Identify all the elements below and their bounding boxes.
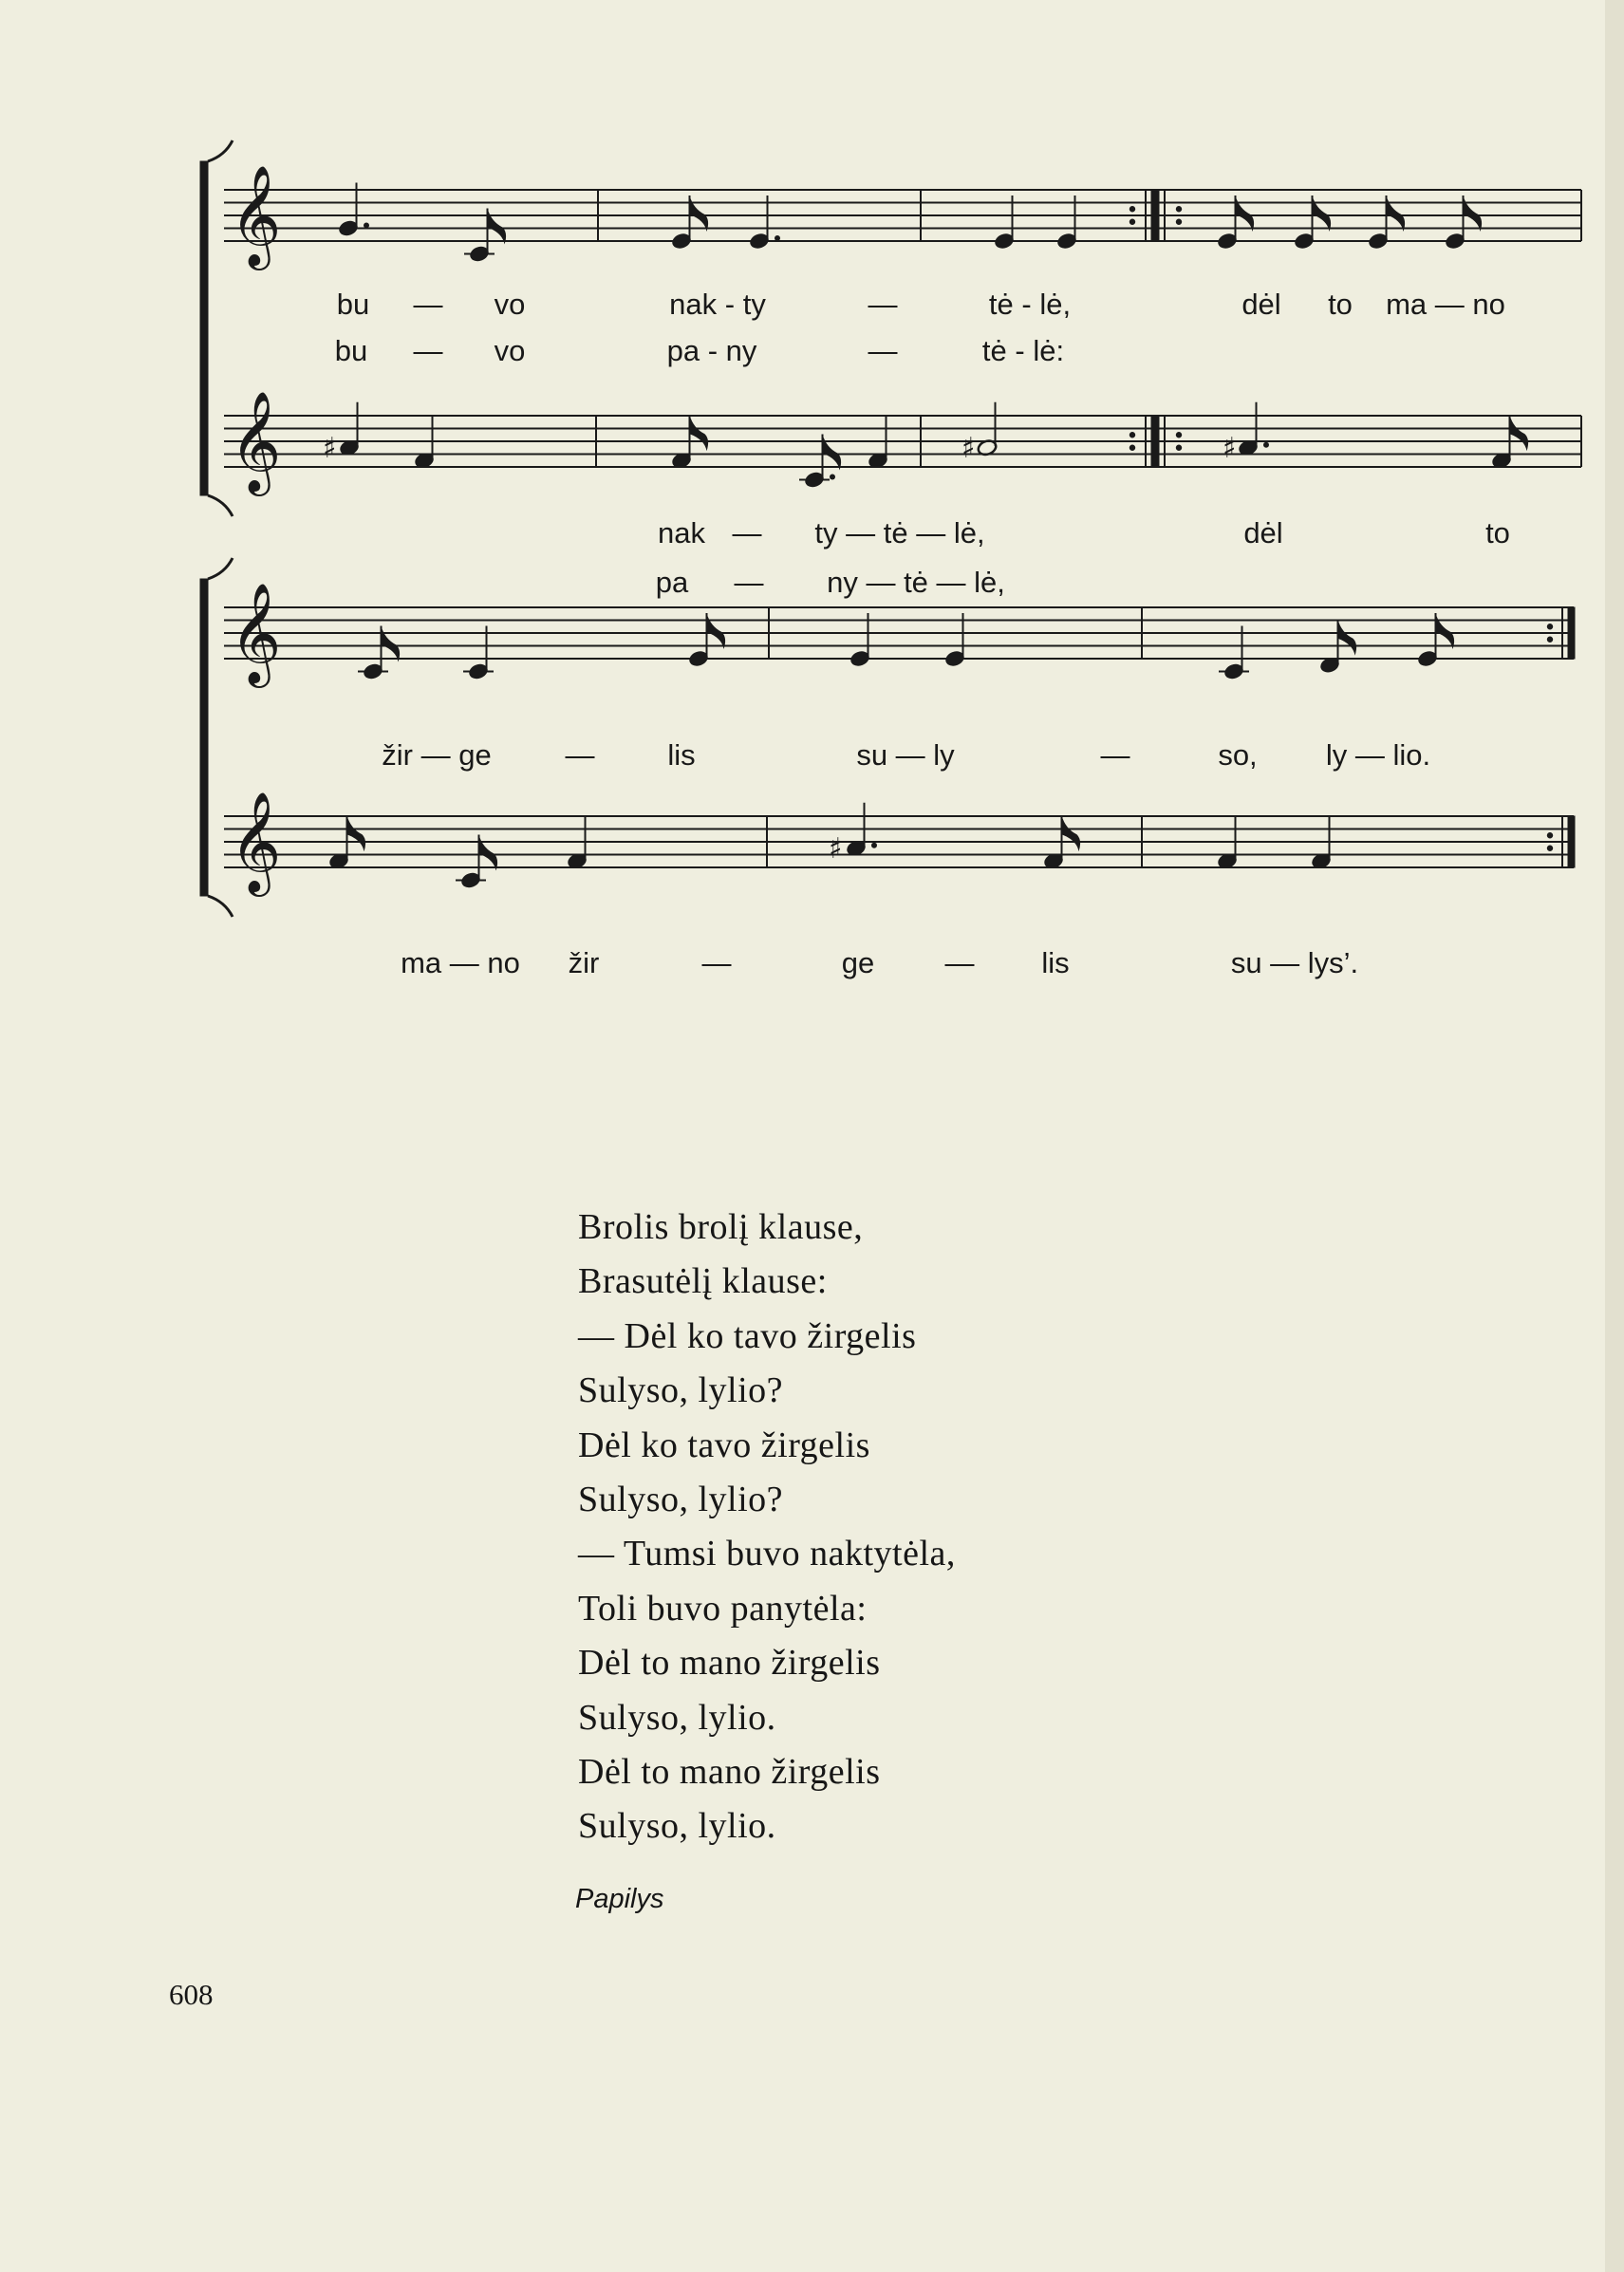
lyric-syllable: tė - lė, bbox=[988, 288, 1072, 321]
repeat-dot bbox=[1129, 432, 1135, 438]
lyric-syllable: pa - ny bbox=[666, 334, 757, 367]
note-flag bbox=[1436, 613, 1455, 649]
note bbox=[464, 209, 506, 264]
augmentation-dot bbox=[1263, 442, 1269, 448]
lyric-syllable: bu bbox=[334, 334, 368, 367]
sharp-icon: ♯ bbox=[1223, 431, 1237, 465]
system-bracket bbox=[200, 579, 208, 896]
repeat-dot bbox=[1547, 637, 1553, 642]
note-flag bbox=[1510, 415, 1529, 451]
lyric-syllable: so, bbox=[1218, 738, 1258, 772]
page-number: 608 bbox=[169, 1978, 214, 2011]
note bbox=[849, 613, 871, 668]
note-flag bbox=[1338, 620, 1357, 656]
lyric-syllable: ly — lio. bbox=[1325, 738, 1431, 772]
note bbox=[868, 415, 889, 470]
lyric-syllable: ty — tė — lė, bbox=[814, 516, 985, 549]
note bbox=[358, 626, 400, 681]
note bbox=[994, 196, 1016, 251]
note-flag bbox=[823, 435, 842, 471]
note bbox=[1311, 815, 1333, 870]
repeat-dot bbox=[1129, 206, 1135, 212]
thick-barline bbox=[1151, 190, 1159, 241]
augmentation-dot bbox=[871, 843, 877, 848]
system-bracket bbox=[200, 161, 208, 495]
note bbox=[1238, 402, 1269, 457]
note-flag bbox=[1464, 196, 1483, 232]
poem-line: — Dėl ko tavo žirgelis bbox=[578, 1315, 917, 1356]
note bbox=[463, 626, 494, 681]
lyric-syllable: nak - ty bbox=[669, 288, 766, 321]
note bbox=[339, 402, 361, 457]
lyric-dash: — bbox=[868, 288, 898, 321]
treble-clefs bbox=[230, 164, 281, 897]
lyric-syllable: žir — ge bbox=[382, 738, 492, 772]
repeat-dot bbox=[1176, 432, 1182, 438]
augmentation-dot bbox=[364, 223, 369, 229]
note-flag bbox=[707, 613, 726, 649]
repeat-dot bbox=[1176, 219, 1182, 225]
lyric-syllable: ge bbox=[841, 946, 875, 979]
note bbox=[944, 613, 966, 668]
lyric-dash: — bbox=[734, 566, 764, 599]
poem-line: Brasutėlį klause: bbox=[578, 1261, 828, 1302]
sharp-icon: ♯ bbox=[323, 431, 337, 465]
note-flag bbox=[382, 626, 401, 662]
note-flag bbox=[690, 196, 709, 232]
note-flag bbox=[690, 415, 709, 451]
lyric-syllable: su — ly bbox=[856, 738, 955, 772]
repeat-dot bbox=[1547, 624, 1553, 629]
note bbox=[1319, 620, 1356, 675]
bracket-hook bbox=[208, 558, 233, 579]
lyric-dash: — bbox=[413, 334, 443, 367]
note bbox=[846, 803, 877, 858]
lyric-dash: — bbox=[868, 334, 898, 367]
lyric-syllable: ma — no bbox=[1386, 288, 1505, 321]
augmentation-dot bbox=[775, 235, 780, 241]
treble-clef-icon: 𝄞 bbox=[230, 582, 282, 683]
repeat-dot bbox=[1129, 445, 1135, 451]
lyric-dash: — bbox=[732, 516, 762, 549]
lyric-syllable: su — lys’. bbox=[1230, 946, 1359, 979]
poem-line: Brolis brolį klause, bbox=[578, 1207, 864, 1247]
note-flag bbox=[1236, 196, 1255, 232]
poem-line: Sulyso, lylio? bbox=[578, 1480, 784, 1520]
bracket-hook bbox=[208, 495, 233, 516]
bracket-hook bbox=[208, 896, 233, 917]
note bbox=[328, 815, 365, 870]
lyric-syllable: ma — no bbox=[401, 946, 520, 979]
lyric-syllable: vo bbox=[494, 334, 526, 367]
repeat-dot bbox=[1547, 846, 1553, 851]
lyric-syllable: nak bbox=[658, 516, 705, 549]
lyric-syllable: tė - lė: bbox=[981, 334, 1065, 367]
augmentation-dot bbox=[830, 475, 835, 480]
note-flag bbox=[479, 835, 498, 871]
lyric-syllable: dėl bbox=[1243, 516, 1283, 549]
note bbox=[456, 835, 497, 890]
note bbox=[977, 402, 999, 457]
lyric-dash: — bbox=[565, 738, 595, 772]
lyric-dash: — bbox=[701, 946, 732, 979]
repeat-dot bbox=[1176, 445, 1182, 451]
lyric-dash: — bbox=[944, 946, 975, 979]
note-flag bbox=[1387, 196, 1406, 232]
lyric-syllable: lis bbox=[1041, 946, 1070, 979]
note-flag bbox=[1313, 196, 1332, 232]
lyric-dash: — bbox=[413, 288, 443, 321]
poem-line: Dėl ko tavo žirgelis bbox=[578, 1425, 870, 1465]
note bbox=[1219, 626, 1249, 681]
repeat-dot bbox=[1547, 832, 1553, 838]
lyric-syllable: dėl bbox=[1241, 288, 1281, 321]
sharp-icon: ♯ bbox=[961, 431, 976, 465]
lyric-syllable: to bbox=[1485, 516, 1510, 549]
lyric-syllable: to bbox=[1328, 288, 1353, 321]
treble-clef-icon: 𝄞 bbox=[230, 390, 282, 492]
song-text bbox=[578, 1201, 956, 1854]
poem-line: Sulyso, lylio? bbox=[578, 1370, 784, 1411]
source-place: Papilys bbox=[575, 1884, 664, 1914]
poem-line: Sulyso, lylio. bbox=[578, 1697, 776, 1738]
treble-clef-icon: 𝄞 bbox=[230, 164, 282, 266]
thick-barline bbox=[1568, 607, 1575, 659]
treble-clef-icon: 𝄞 bbox=[230, 791, 282, 892]
lyric-syllable: bu bbox=[336, 288, 370, 321]
note bbox=[799, 435, 841, 490]
lyric-syllable: lis bbox=[667, 738, 696, 772]
thick-barline bbox=[1151, 416, 1159, 467]
note-flag bbox=[1062, 815, 1081, 851]
note bbox=[1217, 815, 1239, 870]
repeat-dot bbox=[1129, 219, 1135, 225]
poem-line: Dėl to mano žirgelis bbox=[578, 1752, 881, 1793]
note bbox=[1491, 415, 1528, 470]
note-flag bbox=[347, 815, 366, 851]
repeat-dot bbox=[1176, 206, 1182, 212]
poem-line: Toli buvo panytėla: bbox=[578, 1588, 868, 1629]
lyric-syllable: žir bbox=[568, 946, 600, 979]
note bbox=[414, 415, 436, 470]
lyric-dash: — bbox=[1100, 738, 1130, 772]
lyric-syllable: pa bbox=[655, 566, 689, 599]
note bbox=[567, 815, 588, 870]
lyric-syllable: ny — tė — lė, bbox=[827, 566, 1005, 599]
poem-line: — Tumsi buvo naktytėla, bbox=[578, 1534, 956, 1574]
note-flag bbox=[488, 209, 507, 245]
note bbox=[671, 415, 708, 470]
poem-line: Dėl to mano žirgelis bbox=[578, 1643, 881, 1684]
music-score bbox=[0, 0, 1624, 1044]
note bbox=[1043, 815, 1080, 870]
poem-line: Sulyso, lylio. bbox=[578, 1806, 776, 1847]
sharp-icon: ♯ bbox=[829, 831, 843, 866]
bracket-hook bbox=[208, 140, 233, 161]
lyric-syllable: vo bbox=[494, 288, 526, 321]
note bbox=[1056, 196, 1078, 251]
thick-barline bbox=[1568, 816, 1575, 867]
